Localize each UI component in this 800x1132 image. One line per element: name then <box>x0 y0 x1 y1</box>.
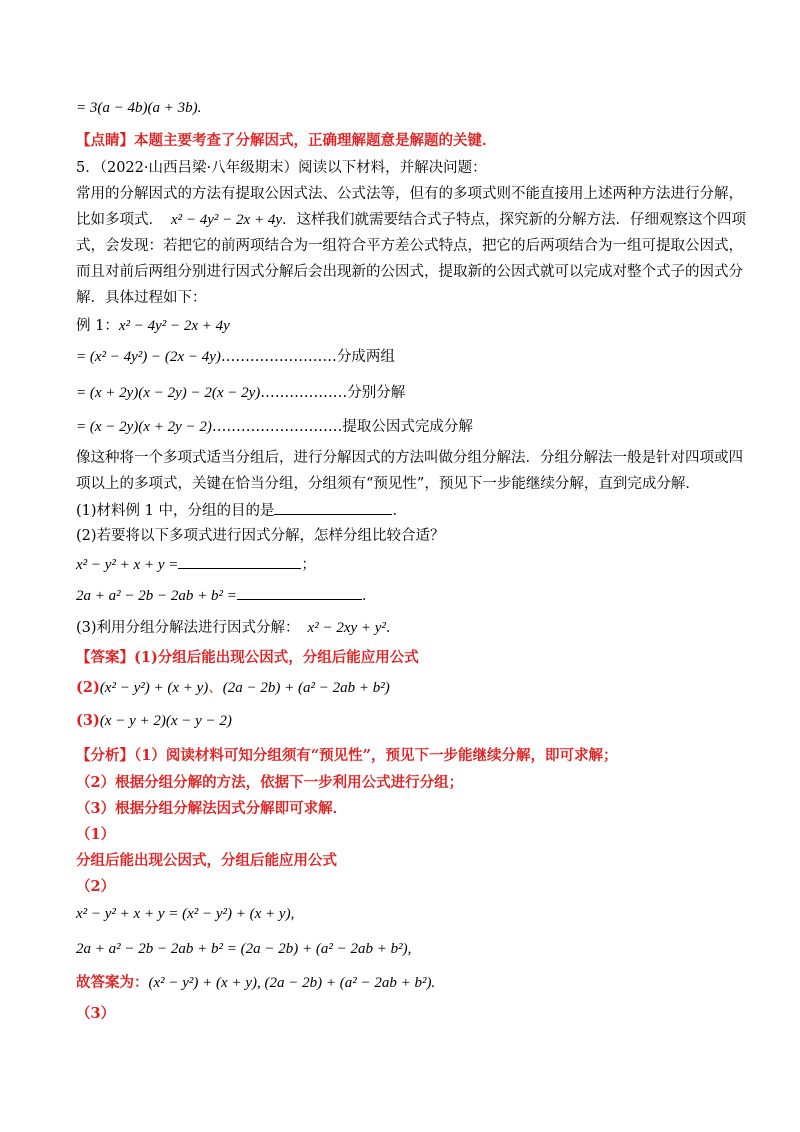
subquestion-1-text: (1)材料例 1 中，分组的目的是 <box>76 503 275 519</box>
answer-blank-2b <box>237 585 362 600</box>
step-1-dots: …………………… <box>220 349 337 365</box>
final-answer-math: (x² − y²) + (x + y), (2a − 2b) + (a² − 2ab + b²). <box>148 975 436 991</box>
material-line-2 <box>76 210 746 230</box>
answer-line-1 <box>76 648 419 668</box>
subquestion-2b-end: ． <box>361 588 377 604</box>
solution-part-1-text: 分组后能出现公因式，分组后能应用公式 <box>76 852 337 869</box>
step-2-line <box>76 383 405 403</box>
final-answer-label: 故答案为： <box>76 974 149 991</box>
answer-2-math-b: (2a − 2b) + (a² − 2ab + b²) <box>222 680 390 696</box>
final-answer-line <box>76 973 435 993</box>
dianjing-label: 【点睛】 <box>76 132 134 149</box>
subquestion-1-end: ． <box>392 503 407 519</box>
answer-2-math-a: (x² − y²) + (x + y) <box>99 680 209 696</box>
solution-part-2-label: （2） <box>76 878 116 895</box>
step-3-line <box>76 417 473 437</box>
answer-3-math: (x − y + 2)(x − y − 2) <box>99 713 232 729</box>
example-label: 例 1： <box>76 318 119 334</box>
analysis-1: （1）阅读材料可知分组须有“预见性”，预见下一步能继续分解，即可求解； <box>134 747 618 764</box>
question-source: （2022·山西吕梁·八年级期末）阅读以下材料，并解决问题： <box>99 160 487 176</box>
answer-2-separator: 、 <box>208 680 223 696</box>
subquestion-2a-math: x² − y² + x + y = <box>76 557 179 573</box>
example-expression: x² − 4y² − 2x + 4y <box>118 318 230 334</box>
step-1-line <box>76 347 395 367</box>
answer-line-3 <box>76 711 232 731</box>
answer-1: (1)分组后能出现公因式，分组后能应用公式 <box>134 649 419 666</box>
material-line-2a: 比如多项式． <box>76 212 163 228</box>
analysis-line-2: （2）根据分组分解的方法，依据下一步利用公式进行分组； <box>76 774 464 791</box>
material-line-5: 解．具体过程如下： <box>76 290 207 306</box>
answer-3-prefix: (3) <box>76 712 100 729</box>
solution-part-2-line-2: 2a + a² − 2b − 2ab + b² = (2a − 2b) + (a² − 2ab + b²), <box>76 941 412 957</box>
subquestion-3-math: x² − 2xy + y² <box>307 620 386 636</box>
dianjing-line <box>76 131 497 151</box>
answer-2-prefix: (2) <box>76 679 100 696</box>
subquestion-2a-end: ； <box>301 557 316 573</box>
method-line-1: 像这种将一个多项式适当分组后，进行分解因式的方法叫做分组分解法．分组分解法一般是针对四项或四 <box>76 450 743 466</box>
step-2-dots: ……………… <box>260 385 348 401</box>
step-3-note: 提取公因式完成分解 <box>342 419 473 435</box>
previous-result-line: = 3(a − 4b)(a + 3b). <box>76 100 202 116</box>
subquestion-1 <box>76 500 407 521</box>
material-line-3: 式，会发现：若把它的前两项结合为一组符合平方差公式特点，把它的后两项结合为一组可提取公因式， <box>76 238 743 254</box>
step-1-math: = (x² − 4y²) − (2x − 4y) <box>76 349 221 365</box>
question-header <box>76 158 487 178</box>
step-2-math: = (x + 2y)(x − 2y) − 2(x − 2y) <box>76 385 261 401</box>
material-example-expr: x² − 4y² − 2x + 4y <box>171 212 282 228</box>
subquestion-3-end: ． <box>385 620 401 636</box>
material-line-1: 常用的分解因式的方法有提取公因式法、公式法等，但有的多项式则不能直接用上述两种方法进行分解， <box>76 186 743 202</box>
example-line <box>76 316 230 336</box>
method-line-2: 项以上的多项式，关键在恰当分组，分组须有“预见性”，预见下一步能继续分解，直到完成分解． <box>76 476 700 492</box>
subquestion-3-text: (3)利用分组分解法进行因式分解： <box>76 620 300 636</box>
solution-part-1-label: （1） <box>76 826 116 843</box>
solution-part-2-line-1: x² − y² + x + y = (x² − y²) + (x + y), <box>76 906 295 922</box>
step-3-math: = (x − 2y)(x + 2y − 2) <box>76 419 212 435</box>
analysis-line-1 <box>76 746 618 766</box>
subquestion-2b-math: 2a + a² − 2b − 2ab + b² = <box>76 588 237 604</box>
subquestion-2b <box>76 585 376 606</box>
analysis-label: 【分析】 <box>76 747 134 764</box>
step-2-note: 分别分解 <box>347 385 406 401</box>
question-number: 5． <box>76 160 100 176</box>
answer-label: 【答案】 <box>76 649 134 666</box>
subquestion-3 <box>76 618 400 638</box>
material-line-2b: ．这样我们就需要结合式子特点，探究新的分解方法．仔细观察这个四项 <box>282 212 746 228</box>
solution-part-3-label: （3） <box>76 1005 116 1022</box>
answer-line-2 <box>76 678 390 698</box>
step-3-dots: ……………………… <box>211 419 343 435</box>
subquestion-2a <box>76 554 316 575</box>
dianjing-text: 本题主要考查了分解因式，正确理解题意是解题的关键． <box>134 132 497 149</box>
subquestion-2: (2)若要将以下多项式进行因式分解，怎样分组比较合适？ <box>76 528 445 544</box>
answer-blank-2a <box>178 554 301 569</box>
step-1-note: 分成两组 <box>336 349 395 365</box>
answer-blank-1 <box>274 500 392 515</box>
analysis-line-3: （3）根据分组分解法因式分解即可求解． <box>76 800 348 817</box>
material-line-4: 而且对前后两组分别进行因式分解后会出现新的公因式，提取新的公因式就可以完成对整个式子的因式分 <box>76 264 743 280</box>
